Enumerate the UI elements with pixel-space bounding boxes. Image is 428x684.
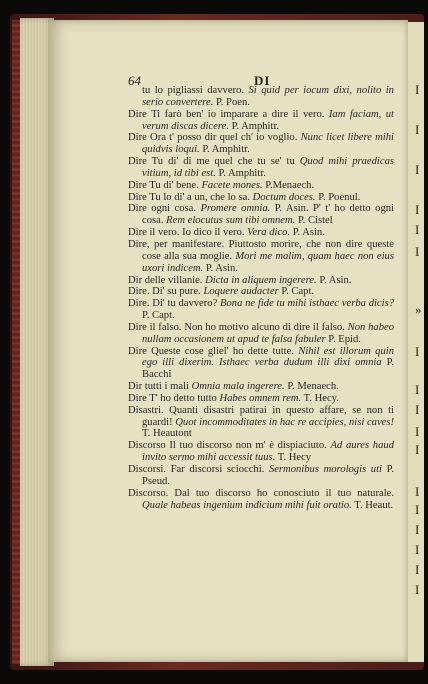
next-page-letter: I: [415, 202, 420, 217]
latin-translation: Iam faciam, ut verum discas dicere.: [142, 108, 394, 132]
dictionary-entry: [128, 464, 394, 488]
source-citation: P. Asin. P' t' ho detto ogni cosa.: [142, 203, 394, 227]
latin-translation: Si quid per iocum dixi, nolito in serio convertere.: [142, 85, 394, 108]
next-page-letter: I: [415, 222, 420, 237]
source-citation: P. Bacchi: [142, 357, 394, 381]
dictionary-entry: [128, 239, 394, 275]
next-page-letter: I: [415, 382, 420, 397]
dictionary-entry: [128, 440, 394, 464]
italian-phrase: Discorso. Dal tuo discorso ho conosciuto il tuo naturale.: [128, 487, 394, 499]
italian-phrase: Dire, per manifestare. Piuttosto morire, che non dire queste cose alla sua moglie.: [128, 238, 394, 262]
source-citation: P. Poen.: [216, 96, 250, 108]
dictionary-entry: [128, 393, 394, 405]
latin-translation: Bona ne fide tu mihi isthaec verba dicis?: [220, 298, 394, 310]
next-page-letter: I: [415, 402, 420, 417]
italian-phrase: Dir delle villanie.: [128, 274, 203, 286]
source-citation: P. Asin.: [319, 274, 352, 286]
latin-translation: Sermonibus morologis uti: [268, 464, 382, 475]
dictionary-entry: [128, 405, 394, 441]
italian-phrase: Dir tutti i mali: [128, 381, 189, 393]
italian-phrase: Dire il vero. Io dico il vero.: [128, 227, 245, 239]
next-page-letter: I: [415, 122, 420, 137]
page-number: 64: [128, 73, 141, 88]
source-citation: P. Cistel: [297, 215, 333, 227]
source-citation: P. Menaech.: [287, 381, 339, 393]
dictionary-entry: [128, 85, 394, 109]
dictionary-entry: [128, 322, 394, 346]
source-citation: T. Heautont: [142, 428, 192, 440]
source-citation: P. Asin.: [292, 227, 325, 239]
latin-translation: Loquere audacter: [203, 286, 279, 298]
source-citation: P. Asin.: [205, 262, 238, 274]
italian-phrase: Dire Tu di' di me quel che tu se' tu: [128, 156, 295, 168]
source-citation: P. Amphitr.: [231, 120, 280, 132]
dictionary-entry: [128, 156, 394, 180]
latin-translation: Omnia mala ingerere.: [191, 381, 285, 393]
dictionary-entry: [128, 132, 394, 156]
italian-phrase: Dire il falso. Non ho motivo alcuno di dire il falso.: [128, 321, 345, 333]
italian-phrase: Dire Ora t' posso dir quel ch' io voglio.: [128, 132, 298, 144]
italian-phrase: Dire Tu lo di' a un, che lo sa.: [128, 191, 250, 203]
next-page-letter: I: [415, 522, 420, 537]
dictionary-entry: [128, 346, 394, 382]
next-page-letter: I: [415, 424, 420, 439]
latin-translation: Rem elocutus sum tibi omnem.: [166, 215, 296, 227]
source-citation: P. Capt.: [281, 286, 315, 298]
italian-phrase: Dire Ti farò ben' io imparare a dire il vero.: [128, 108, 325, 120]
source-citation: P.Menaech.: [265, 179, 315, 191]
latin-translation: Nunc licet libere mihi quidvis loqui.: [142, 132, 394, 156]
dictionary-entry: [128, 227, 394, 239]
next-page-letter: I: [415, 82, 420, 97]
latin-translation: Quot incommoditates in hac re accipies, nisi caves!: [175, 416, 394, 428]
latin-translation: Habes omnem rem.: [219, 392, 302, 404]
dictionary-entry: [128, 203, 394, 227]
italian-phrase: Discorsi. Far discorsi sciocchi.: [128, 464, 265, 475]
next-page-letter: I: [415, 542, 420, 557]
next-page-letter: I: [415, 502, 420, 517]
italian-phrase: Dire. Di' su pure.: [128, 286, 201, 298]
latin-translation: Quod mihi praedicas vitium, id tibi est.: [142, 156, 394, 179]
italian-phrase: Dire T' ho detto tutto: [128, 392, 217, 404]
next-page-letter: I: [415, 484, 420, 499]
source-citation: P. Amphitr.: [202, 144, 250, 156]
italian-phrase: Dire Tu di' bene.: [128, 179, 199, 191]
dictionary-entry: [128, 180, 394, 192]
italian-phrase: Dire Queste cose gliel' ho dette tutte.: [128, 345, 294, 357]
dictionary-entry: [128, 488, 394, 512]
latin-translation: Mori me malim, quam haec non eius uxori indicem.: [142, 250, 394, 274]
source-citation: T. Hecy: [277, 452, 312, 464]
italian-phrase: Discorso Il tuo discorso non m' è dispiaciuto.: [128, 440, 327, 452]
latin-translation: Quale habeas ingenium indicium mihi fuit oratio.: [142, 499, 352, 511]
source-citation: P. Amphitr.: [218, 167, 266, 179]
source-citation: T. Heaut.: [354, 499, 394, 511]
source-citation: P. Epid.: [328, 333, 361, 345]
dictionary-entries: [128, 85, 394, 511]
source-citation: T. Hecy.: [303, 392, 339, 404]
latin-translation: Ad aures haud invito sermo mihi accessit tuus.: [142, 440, 394, 464]
dictionary-entry: [128, 192, 394, 204]
italian-phrase: Disastri. Quanti disastri patirai in questo affare, se non ti guardi!: [128, 404, 394, 428]
source-citation: P. Pseud.: [142, 464, 394, 487]
next-page-letter: »: [415, 302, 422, 317]
dictionary-entry: [128, 381, 394, 393]
next-page-letter: I: [415, 344, 420, 359]
source-citation: P. Capt.: [142, 310, 175, 322]
latin-translation: Doctum doces.: [252, 191, 316, 203]
dictionary-entry: [128, 109, 394, 133]
latin-translation: Promere omnia.: [200, 203, 271, 215]
italian-phrase: Dire. Di' tu davvero?: [128, 298, 218, 310]
latin-translation: Dicta in aliquem ingerere.: [205, 274, 317, 286]
dictionary-entry: [128, 298, 394, 322]
italian-phrase: tu lo pigliassi davvero.: [142, 85, 245, 96]
dictionary-entry: [128, 286, 394, 298]
next-page-strip: [408, 22, 424, 662]
dictionary-entry: [128, 275, 394, 287]
next-page-letter: I: [415, 562, 420, 577]
source-citation: P. Poenul.: [318, 191, 361, 203]
italian-phrase: Dire ogni cosa.: [128, 203, 196, 215]
latin-translation: Vera dico.: [247, 227, 291, 239]
next-page-letter: I: [415, 162, 420, 177]
latin-translation: Nihil est illorum quin ego illi dixerim. Isthaec verba dudum illi dixi omnia: [142, 345, 395, 369]
next-page-letter: I: [415, 442, 420, 457]
next-page-letter: I: [415, 244, 420, 259]
next-page-letter: I: [415, 582, 420, 597]
latin-translation: Non habeo nullam occasionem ut apud te falsa fabuler: [142, 321, 394, 345]
running-title: DI: [254, 73, 271, 88]
latin-translation: Facete mones.: [201, 179, 263, 191]
